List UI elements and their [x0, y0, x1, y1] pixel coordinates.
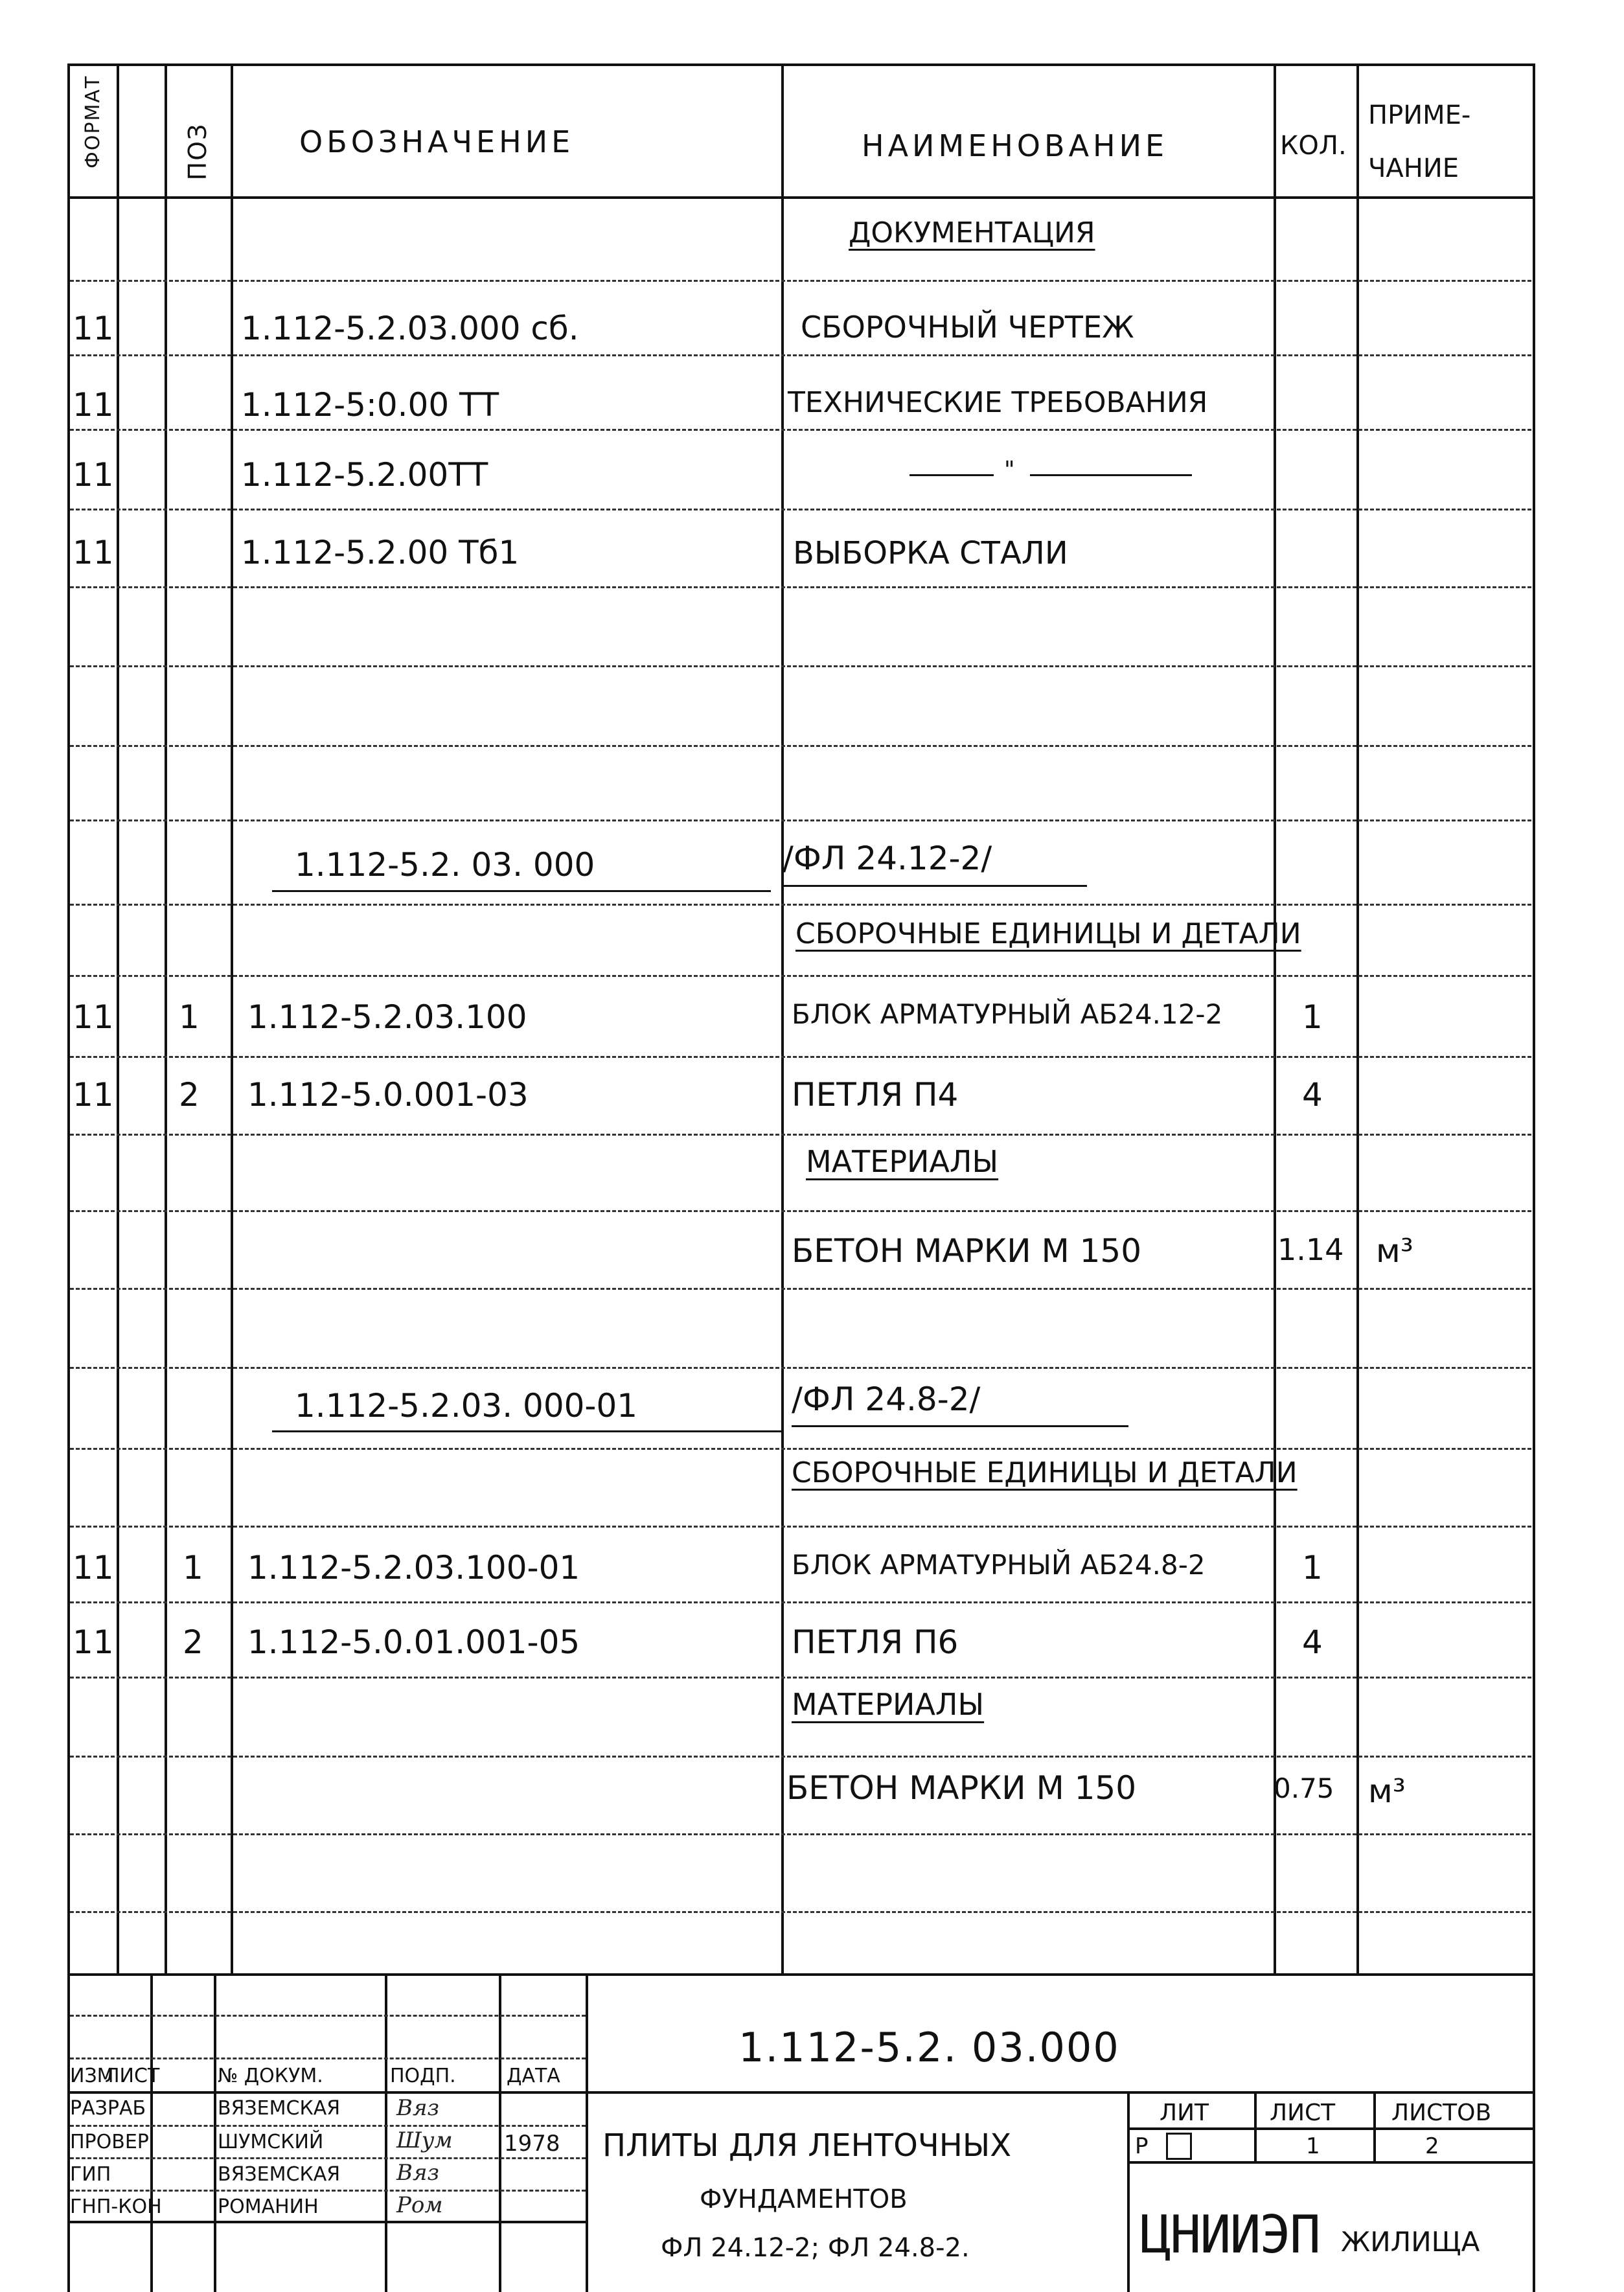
- header-note-2: ЧАНИЕ: [1368, 154, 1459, 183]
- frame-right: [1533, 63, 1535, 2292]
- doc-row-name: СБОРОЧНЫЙ ЧЕРТЕЖ: [801, 310, 1134, 345]
- tb-col-izm: ИЗМ: [70, 2065, 114, 2087]
- tb-role: ПРОВЕР: [70, 2131, 149, 2153]
- col-qty-line: [1356, 63, 1359, 1975]
- header-designation: ОБОЗНАЧЕНИЕ: [299, 124, 575, 159]
- tb-sheet-label: ЛИСТ: [1270, 2100, 1336, 2126]
- header-format: ФОРМАТ: [82, 74, 104, 168]
- v1-row-designation: 1.112-5.2.03.100: [247, 998, 527, 1036]
- header-qty: КОЛ.: [1280, 131, 1347, 161]
- tb-row-line: [70, 2157, 586, 2159]
- doc-row-name: ": [1004, 457, 1015, 483]
- tb-col-list: ЛИСТ: [105, 2065, 160, 2087]
- variant2-materials-title: МАТЕРИАЛЫ: [792, 1687, 985, 1722]
- v1-row-format: 11: [73, 1076, 114, 1114]
- tb-right-row-line: [586, 2091, 1535, 2094]
- tb-person: ВЯЗЕМСКАЯ: [218, 2097, 341, 2120]
- v1-material-name: БЕТОН МАРКИ М 150: [792, 1232, 1142, 1270]
- v2-row-name: ПЕТЛЯ П6: [792, 1623, 959, 1661]
- tb-signature: Вяз: [396, 2160, 440, 2186]
- v2-row-format: 11: [73, 1623, 114, 1661]
- tb-row-line: [70, 2015, 586, 2017]
- doc-row-format: 11: [73, 310, 114, 347]
- doc-row-name: ВЫБОРКА СТАЛИ: [793, 535, 1068, 571]
- tb-title-3: ФЛ 24.12-2; ФЛ 24.8-2.: [661, 2233, 970, 2263]
- tb-date: 1978: [504, 2131, 560, 2157]
- tb-lit-box: [1166, 2133, 1192, 2160]
- doc-row-designation: 1.112-5:0.00 ТТ: [241, 386, 499, 424]
- col-name-line: [1274, 63, 1276, 1975]
- tb-sheet-divider: [1254, 2091, 1257, 2162]
- v2-row-designation: 1.112-5.2.03.100-01: [247, 1549, 580, 1587]
- title-block-top: [67, 1973, 1535, 1976]
- variant1-underline: [272, 890, 771, 892]
- tb-role: РАЗРАБ: [70, 2097, 146, 2120]
- variant1-designation: 1.112-5.2. 03. 000: [295, 846, 595, 884]
- v2-material-name: БЕТОН МАРКИ М 150: [786, 1769, 1137, 1807]
- tb-col-podp: ПОДП.: [390, 2065, 456, 2087]
- row-line: [70, 1756, 1531, 1758]
- v2-row-format: 11: [73, 1549, 114, 1587]
- col-designation-line: [781, 63, 784, 1975]
- row-line: [70, 586, 1531, 588]
- row-line: [70, 1448, 1531, 1450]
- tb-sheet-value: 1: [1306, 2133, 1320, 2159]
- doc-row-designation: 1.112-5.2.00 Тб1: [241, 534, 520, 571]
- v2-material-qty: 0.75: [1274, 1772, 1334, 1804]
- tb-sheets-label: ЛИСТОВ: [1391, 2100, 1492, 2126]
- tb-lit-row-line: [1127, 2161, 1535, 2164]
- tb-sheets-value: 2: [1425, 2133, 1439, 2159]
- frame-top: [67, 63, 1535, 66]
- tb-person: ВЯЗЕМСКАЯ: [218, 2163, 341, 2186]
- tb-row-line-solid: [67, 2091, 586, 2094]
- col-zone-line: [165, 63, 167, 1975]
- row-line: [70, 1210, 1531, 1212]
- doc-row-designation: 1.112-5.2.03.000 сб.: [241, 310, 579, 347]
- row-line: [70, 1833, 1531, 1835]
- doc-row-name: ТЕХНИЧЕСКИЕ ТРЕБОВАНИЯ: [788, 386, 1208, 419]
- tb-row-line: [70, 2125, 586, 2127]
- header-note-1: ПРИМЕ-: [1368, 100, 1471, 130]
- tb-signature: Вяз: [396, 2095, 440, 2121]
- tb-lit-label: ЛИТ: [1160, 2100, 1209, 2126]
- v2-row-pos: 2: [183, 1623, 203, 1661]
- variant2-designation: 1.112-5.2.03. 000-01: [295, 1387, 638, 1425]
- row-line: [70, 904, 1531, 906]
- tb-doc-number: 1.112-5.2. 03.000: [738, 2024, 1120, 2071]
- variant2-mark: /ФЛ 24.8-2/: [792, 1381, 981, 1418]
- tb-lit-row-line: [1127, 2127, 1535, 2130]
- variant1-mark-underline: [783, 885, 1087, 887]
- v1-row-name: БЛОК АРМАТУРНЫЙ АБ24.12-2: [792, 998, 1223, 1030]
- tb-org-sub: ЖИЛИЩА: [1341, 2226, 1480, 2258]
- row-line: [70, 1288, 1531, 1290]
- row-line: [70, 665, 1531, 667]
- v2-material-unit: м³: [1368, 1772, 1406, 1810]
- doc-row-format: 11: [73, 534, 114, 571]
- v1-row-qty: 4: [1302, 1076, 1323, 1114]
- v1-row-pos: 1: [179, 998, 200, 1036]
- tb-col-ndok: № ДОКУМ.: [218, 2065, 323, 2087]
- v2-row-qty: 1: [1302, 1549, 1323, 1587]
- ditto-dash-left: [909, 474, 994, 476]
- doc-row-designation: 1.112-5.2.00ТТ: [241, 456, 488, 494]
- tb-col-line: [385, 1973, 387, 2292]
- v1-material-qty: 1.14: [1277, 1232, 1344, 1267]
- row-line: [70, 975, 1531, 977]
- header-bottom-line: [67, 196, 1535, 199]
- tb-role: ГНП-КОН: [70, 2195, 162, 2218]
- tb-lit-divider: [1127, 2091, 1130, 2292]
- v2-row-designation: 1.112-5.0.01.001-05: [247, 1623, 580, 1661]
- ditto-dash-right: [1030, 474, 1192, 476]
- tb-title-1: ПЛИТЫ ДЛЯ ЛЕНТОЧНЫХ: [602, 2127, 1012, 2164]
- tb-row-line-solid: [67, 2221, 586, 2223]
- v1-row-name: ПЕТЛЯ П4: [792, 1076, 959, 1114]
- v1-row-designation: 1.112-5.0.001-03: [247, 1076, 529, 1114]
- variant2-subtitle: СБОРОЧНЫЕ ЕДИНИЦЫ И ДЕТАЛИ: [792, 1456, 1298, 1489]
- tb-org-logo: ЦНИИЭП: [1140, 2205, 1320, 2265]
- v1-material-unit: м³: [1376, 1232, 1413, 1270]
- variant2-underline: [272, 1430, 784, 1432]
- row-line: [70, 819, 1531, 821]
- v1-row-qty: 1: [1302, 998, 1323, 1036]
- doc-row-format: 11: [73, 386, 114, 424]
- tb-person: РОМАНИН: [218, 2195, 319, 2218]
- row-line: [70, 1367, 1531, 1369]
- v2-row-pos: 1: [183, 1549, 203, 1587]
- row-line: [70, 429, 1531, 431]
- row-line: [70, 1134, 1531, 1136]
- tb-signature: Ром: [396, 2192, 443, 2218]
- frame-left: [67, 63, 70, 2292]
- variant2-mark-underline: [792, 1425, 1128, 1427]
- row-line: [70, 1601, 1531, 1603]
- tb-col-line: [214, 1973, 216, 2292]
- header-pos: ПОЗ: [183, 122, 212, 181]
- tb-sheets-divider: [1373, 2091, 1376, 2162]
- variant1-mark: /ФЛ 24.12-2/: [783, 840, 992, 877]
- row-line: [70, 280, 1531, 282]
- tb-row-line: [70, 2190, 586, 2192]
- row-line: [70, 1911, 1531, 1913]
- variant1-subtitle: СБОРОЧНЫЕ ЕДИНИЦЫ И ДЕТАЛИ: [795, 917, 1301, 950]
- tb-person: ШУМСКИЙ: [218, 2131, 324, 2153]
- row-line: [70, 1677, 1531, 1679]
- section-docs-title: ДОКУМЕНТАЦИЯ: [849, 216, 1095, 249]
- v2-row-qty: 4: [1302, 1623, 1323, 1661]
- title-block-divider: [586, 1973, 588, 2292]
- tb-lit-value: Р: [1135, 2133, 1149, 2159]
- row-line: [70, 509, 1531, 510]
- tb-col-line: [499, 1973, 501, 2292]
- v1-row-pos: 2: [179, 1076, 200, 1114]
- tb-col-data: ДАТА: [507, 2065, 560, 2087]
- row-line: [70, 745, 1531, 747]
- variant1-materials-title: МАТЕРИАЛЫ: [806, 1144, 999, 1179]
- row-line: [70, 1526, 1531, 1528]
- row-line: [70, 1056, 1531, 1058]
- tb-row-line: [70, 2057, 586, 2059]
- tb-signature: Шум: [396, 2127, 453, 2153]
- tb-col-line: [150, 1973, 153, 2292]
- v2-row-name: БЛОК АРМАТУРНЫЙ АБ24.8-2: [792, 1549, 1206, 1581]
- tb-role: ГИП: [70, 2163, 111, 2186]
- header-name: НАИМЕНОВАНИЕ: [862, 128, 1169, 163]
- col-format-line: [117, 63, 119, 1975]
- doc-row-format: 11: [73, 456, 114, 494]
- tb-title-2: ФУНДАМЕНТОВ: [700, 2184, 908, 2214]
- v1-row-format: 11: [73, 998, 114, 1036]
- row-line: [70, 354, 1531, 356]
- col-pos-line: [231, 63, 233, 1975]
